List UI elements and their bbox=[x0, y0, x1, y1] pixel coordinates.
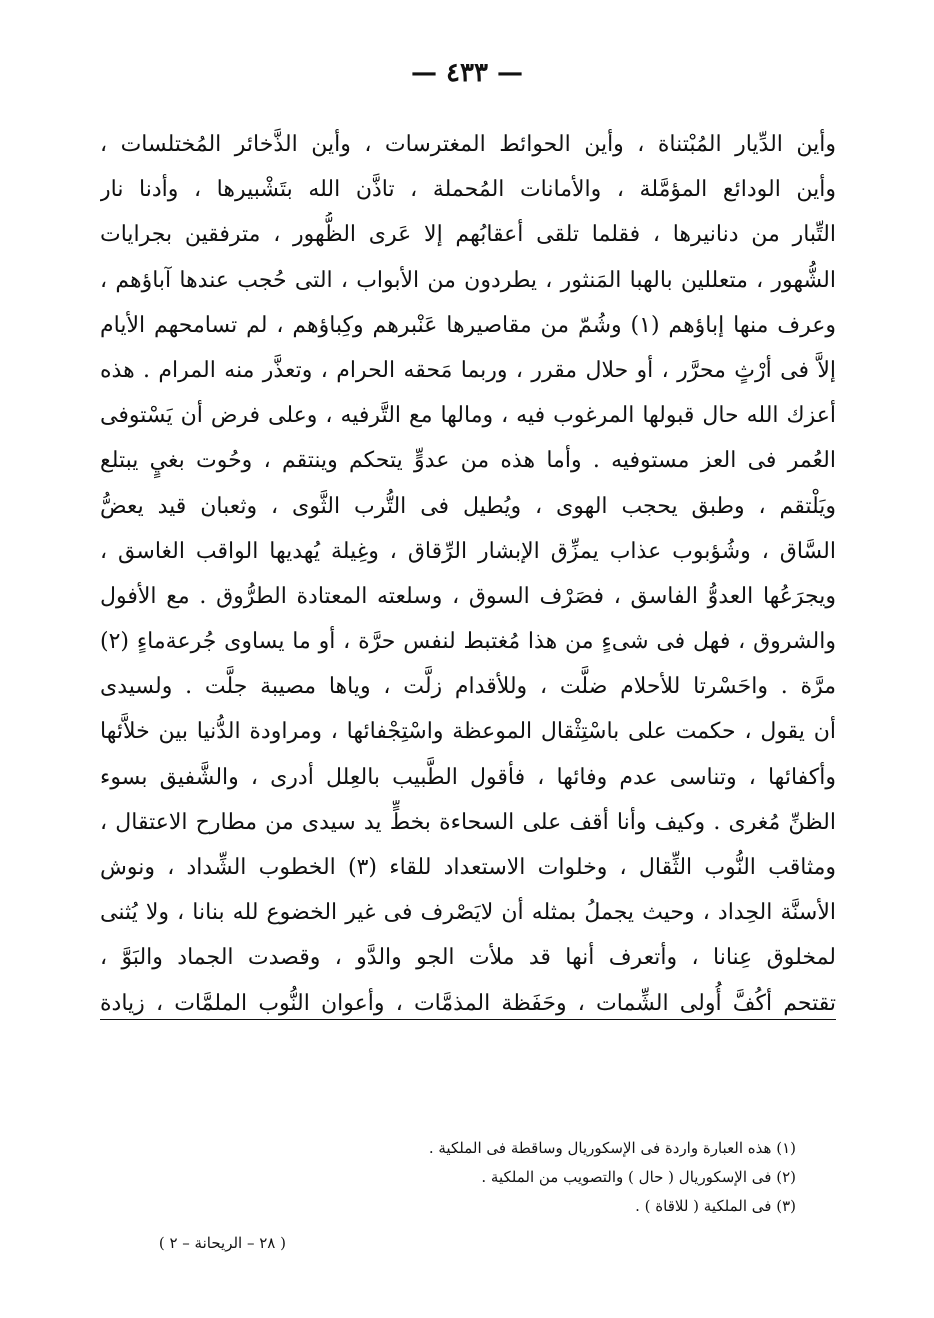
text-line: ويَلْتقم ، وطبق يحجب الهوى ، ويُطيل فى التُّرب الثَّوى ، وثعبان قيد يعضُّ bbox=[100, 493, 836, 519]
text-line: تقتحم أكُفَّ أُولى الشِّمات ، وحَفَظة المذمَّات ، وأعوان النُّوب الملمَّات ، زيادة bbox=[100, 990, 836, 1016]
footnotes bbox=[360, 1134, 796, 1221]
text-line: وأين الودائع المؤمَّلة ، والأمانات المُحملة ، تاذَّن الله بتَشْبيرها ، وأدنا نار bbox=[100, 177, 836, 203]
text-line: الأسنَّة الحِداد ، وحيث يجملُ بمثله أن لايَصْرف فى غير الخضوع لله بنانا ، ولا يُثنى bbox=[100, 900, 836, 926]
text-line: التِّبار من دنانيرها ، فقلما تلقى أعقابُهم إلا عَرى الظُّهور ، مترفقين بجرايات bbox=[100, 222, 836, 248]
text-line: الظنِّ مُغرى . وكيف وأنا أقف على السحاءة بخطٍّ يد سيدى من مطارح الاعتقال ، bbox=[100, 809, 836, 835]
text-line: أن يقول ، حكمت على باسْتِثْقال الموعظة واسْتِجْفائها ، ومراودة الدُّنيا بين خلاَّئها bbox=[100, 719, 836, 745]
body-text bbox=[100, 122, 836, 1026]
text-line: ويجرَعُها العدوُّ الفاسق ، فصَرْف السوق ، وسلعته المعتادة الطرُّوق . مع الأفول bbox=[100, 583, 836, 609]
text-line: مرَّة . واحَسْرتا للأحلام ضلَّت ، وللأقدام زلَّت ، وياها مصيبة جلَّت . ولسيدى bbox=[100, 674, 836, 700]
footnote: (١) هذه العبارة واردة فى الإسكوريال وساقطة فى الملكية . bbox=[428, 1139, 796, 1157]
page-number: — ٤٣٣ — bbox=[410, 58, 524, 88]
text-line: وعرف منها إباؤهم (١) وشُمّ من مقاصيرها عَنْبرهم وكِباؤهم ، لم تسامحهم الأيام bbox=[100, 312, 836, 338]
text-line: لمخلوق عِنانا ، وأتعرف أنها قد ملأت الجو والدَّو ، وقصدت الجماد والبَوَّ ، bbox=[100, 945, 836, 971]
text-line: الشُّهور ، متعللين بالهبا المَنثور ، يطردون من الأبواب ، التى حُجب عندها آباؤهم ، bbox=[100, 267, 836, 293]
text-line: ومثاقب النُّوب الثِّقال ، وخلوات الاستعداد للقاء (٣) الخطوب الشِّداد ، ونوش bbox=[100, 855, 836, 880]
text-line: وأين الدِّيار المُبْتناة ، وأين الحوائط المغترسات ، وأين الذَّخائر المُختلسات ، bbox=[100, 132, 836, 157]
text-line: السَّاق ، وشُؤبوب عذاب يمزِّق الإبشار الرِّقاق ، وغِيلة يُهديها الواقب الغاسق ، bbox=[100, 538, 836, 564]
signature-mark: ( ٢٨ – الريحانة – ٢ ) bbox=[158, 1234, 286, 1252]
text-line: أعزك الله حال قبولها المرغوب فيه ، ومالها مع التَّرفيه ، وعلى فرض أن يَسْتوفى bbox=[100, 403, 836, 429]
footnote: (٣) فى الملكية ( للاقاة ) . bbox=[635, 1197, 796, 1215]
text-line: إلاَّ فى أرْثٍ محرَّر ، أو حلال مقرر ، وربما مَحقه الحرام ، وتعذَّر منه المرام . هذه bbox=[100, 357, 836, 383]
text-line: والشروق ، فهل فى شىءٍ من هذا مُغتبط لنفس حرَّة ، أو ما يساوى جُرعةماءٍ (٢) bbox=[100, 629, 836, 655]
text-line: وأكفائها ، وتناسى عدم وفائها ، فأقول الطَّبيب بالعِلل أدرى ، والشَّفيق بسوء bbox=[100, 764, 836, 790]
footnote: (٢) فى الإسكوريال ( حال ) والتصويب من الملكية . bbox=[481, 1168, 796, 1186]
text-line: العُمر فى العز مستوفيه . وأما هذه من عدوٍّ يتحكم وينتقم ، وحُوت بغيٍ يبتلع bbox=[100, 448, 836, 474]
